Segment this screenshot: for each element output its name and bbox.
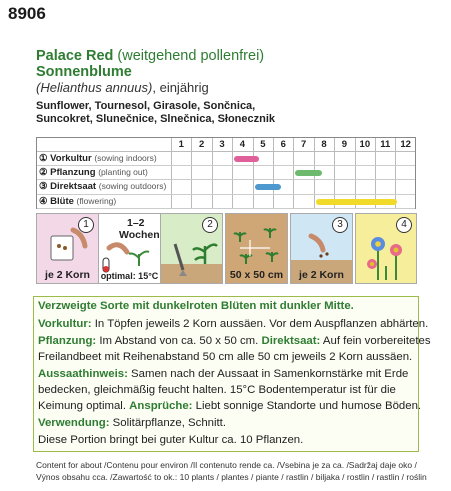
pflanzung-label: Pflanzung: bbox=[38, 335, 97, 347]
row-title: ④ Blüte bbox=[39, 195, 77, 207]
direktsaat-label: Direktsaat: bbox=[261, 335, 321, 347]
panel-planting-out bbox=[160, 213, 223, 284]
month-header: 5 bbox=[260, 139, 266, 150]
variety-note: (weitgehend pollenfrei) bbox=[117, 48, 265, 64]
translated-names-1: Sunflower, Tournesol, Girasole, Sončnica, bbox=[36, 100, 256, 112]
grid-line bbox=[37, 151, 415, 152]
month-header: 2 bbox=[198, 139, 205, 150]
grid-line bbox=[273, 138, 274, 208]
row-title: ③ Direktsaat bbox=[39, 181, 99, 193]
weeks-range: 1–2 bbox=[127, 217, 145, 229]
ansprueche-label: Ansprüche: bbox=[129, 400, 193, 412]
row-title: ② Pflanzung bbox=[39, 167, 99, 179]
grid-line bbox=[293, 138, 294, 208]
aussaat-continued: bedecken, gleichmäßig feucht halten. 15°C Bodentemperatur ist für die bbox=[38, 384, 396, 396]
panel-caption: je 2 Korn bbox=[299, 269, 344, 281]
variety-name: Palace Red bbox=[36, 48, 114, 64]
calendar-row-label bbox=[39, 181, 166, 192]
verwendung-label: Verwendung: bbox=[38, 417, 110, 429]
calendar-period-bar bbox=[295, 170, 322, 176]
aussaat-line bbox=[38, 367, 408, 381]
step-number: 4 bbox=[396, 217, 412, 233]
panel-sowing-indoors bbox=[36, 213, 99, 284]
pflanzung-text: Im Abstand von ca. 50 x 50 cm. bbox=[96, 335, 262, 347]
direktsaat-text: Auf fein vorbereitetes bbox=[320, 335, 431, 347]
grid-line bbox=[355, 138, 356, 208]
row-subtitle: (flowering) bbox=[76, 195, 117, 206]
row-subtitle: (planting out) bbox=[98, 167, 148, 178]
month-header: 10 bbox=[359, 139, 371, 150]
step-number: 2 bbox=[202, 217, 218, 233]
common-name: Sonnenblume bbox=[36, 64, 132, 80]
calendar-period-bar bbox=[255, 184, 282, 190]
optimal-temperature: optimal: 15°C bbox=[100, 271, 159, 281]
calendar-row-label bbox=[39, 167, 148, 178]
latin-suffix: , einjährig bbox=[152, 80, 209, 95]
row-subtitle: (sowing outdoors) bbox=[98, 181, 167, 192]
grid-line bbox=[37, 194, 415, 195]
grid-line bbox=[37, 208, 415, 209]
aussaat-label: Aussaathinweis: bbox=[38, 368, 128, 380]
month-header: 7 bbox=[300, 139, 307, 150]
flower-illustration bbox=[356, 214, 417, 284]
panel-spacing bbox=[225, 213, 288, 284]
panel-flowering bbox=[355, 213, 417, 284]
description-box bbox=[33, 296, 431, 452]
calendar-period-bar bbox=[316, 199, 398, 205]
latin-name bbox=[36, 80, 209, 95]
month-header: 8 bbox=[321, 139, 327, 150]
vorkultur-label: Vorkultur: bbox=[38, 318, 92, 330]
panel-germination bbox=[98, 213, 161, 284]
weeks-label: Wochen bbox=[119, 229, 160, 241]
ansprueche-line bbox=[38, 399, 421, 413]
product-code: 8906 bbox=[8, 4, 46, 23]
grid-line bbox=[171, 138, 172, 208]
spacing-caption: 50 x 50 cm bbox=[229, 269, 284, 281]
sowing-calendar bbox=[36, 137, 416, 209]
pflanzung-line bbox=[38, 334, 431, 348]
month-header: 4 bbox=[239, 139, 246, 150]
calendar-period-bar bbox=[234, 156, 258, 162]
vorkultur-text: In Töpfen jeweils 2 Korn aussäen. Vor dem Auspflanzen abhärten. bbox=[91, 318, 429, 330]
step-number: 3 bbox=[332, 217, 348, 233]
calendar-row-label bbox=[39, 196, 116, 207]
translated-names-2: Suncokret, Slunečnice, Slnečnica, Słonecznik bbox=[36, 113, 276, 125]
variety-title bbox=[36, 48, 264, 64]
variety-description: Verzweigte Sorte mit dunkelroten Blüten mit dunkler Mitte. bbox=[38, 300, 354, 312]
verwendung-text: Solitärpflanze, Schnitt. bbox=[109, 417, 227, 429]
step-number: 1 bbox=[78, 217, 94, 233]
row-subtitle: (sowing indoors) bbox=[94, 153, 157, 163]
content-note-2: Výnos obsahu cca. /Zawartość to ok.: 10 plants / plantes / piante / rastlin / biljaka / rostlin / rastlin / roślin bbox=[36, 472, 427, 482]
aussaat-text: Samen nach der Aussaat in Samenkornstärke mit Erde bbox=[127, 368, 409, 380]
month-header: 12 bbox=[400, 139, 411, 150]
planting-illustration bbox=[161, 214, 223, 284]
grid-line bbox=[395, 138, 396, 208]
month-header: 3 bbox=[219, 139, 225, 150]
grid-line bbox=[334, 138, 335, 208]
month-header: 11 bbox=[380, 139, 391, 150]
grid-line bbox=[212, 138, 213, 208]
latin-name-text: (Helianthus annuus) bbox=[36, 80, 153, 95]
ansprueche-text: Liebt sonnige Standorte und humose Böden. bbox=[192, 400, 422, 412]
grid-line bbox=[37, 165, 415, 166]
panel-direct-sowing bbox=[290, 213, 353, 284]
grid-line bbox=[191, 138, 192, 208]
month-header: 9 bbox=[341, 139, 348, 150]
grid-line bbox=[37, 179, 415, 180]
vorkultur-line bbox=[38, 317, 428, 331]
month-header: 1 bbox=[178, 139, 184, 150]
portion-line: Diese Portion bringt bei guter Kultur ca. 10 Pflanzen. bbox=[38, 434, 304, 446]
calendar-row-label bbox=[39, 153, 157, 164]
panel-caption: je 2 Korn bbox=[45, 269, 90, 281]
grid-line bbox=[375, 138, 376, 208]
keimung-text: Keimung optimal. bbox=[38, 400, 130, 412]
row-title: ① Vorkultur bbox=[39, 153, 95, 164]
month-header: 6 bbox=[280, 139, 286, 150]
verwendung-line bbox=[38, 416, 226, 430]
direktsaat-continued: Freilandbeet mit Reihenabstand 50 cm alle 50 cm jeweils 2 Korn aussäen. bbox=[38, 351, 413, 363]
grid-line bbox=[253, 138, 254, 208]
content-note-1: Content for about /Contenu pour environ /Il contenuto rende ca. /Vsebina je za ca. /Sadržaj daje oko / bbox=[36, 460, 417, 470]
grid-line bbox=[232, 138, 233, 208]
